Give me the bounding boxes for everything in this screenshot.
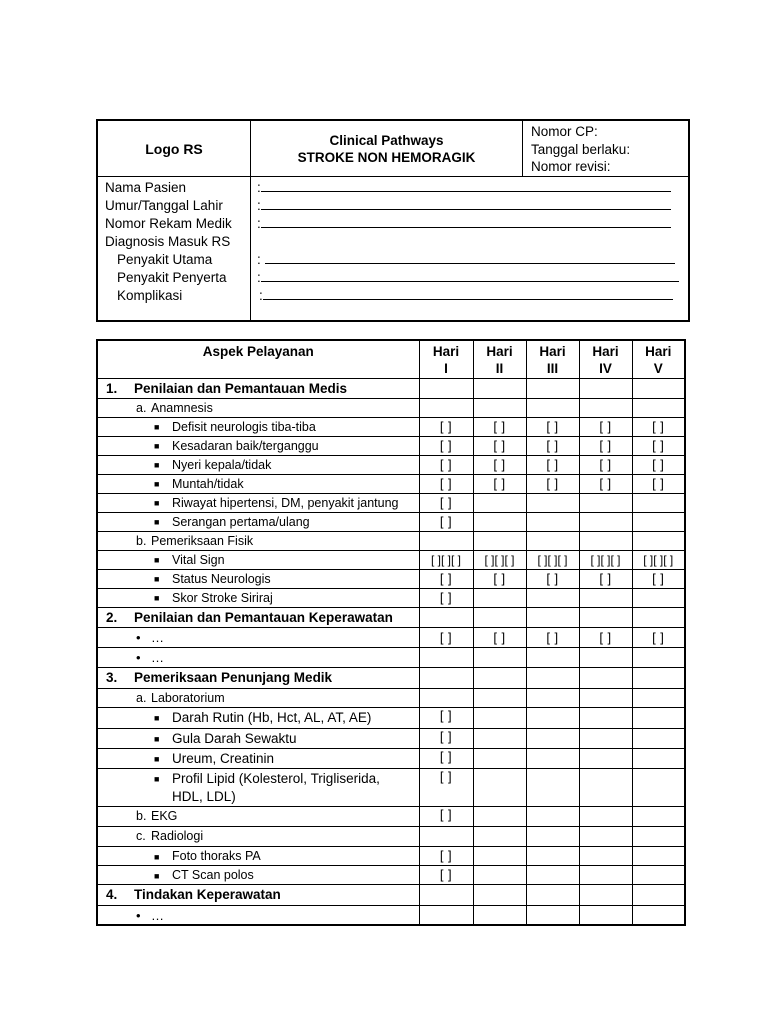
col-aspek-pelayanan: Aspek Pelayanan [97, 340, 419, 378]
checkbox[interactable]: [ ] [526, 417, 579, 436]
label-penyakit-penyerta: Penyakit Penyerta [117, 270, 227, 285]
checkbox[interactable]: [ ] [419, 512, 473, 531]
checkbox[interactable]: [ ] [473, 417, 526, 436]
checkbox[interactable]: [ ] [579, 569, 632, 588]
item-label: ■ Kesadaran baik/terganggu [97, 436, 419, 455]
item-label: ■ Muntah/tidak [97, 474, 419, 493]
logo-placeholder: Logo RS [98, 121, 251, 177]
section-3a-label: a. Laboratorium [97, 688, 419, 707]
table-row [97, 846, 685, 865]
checkbox[interactable]: [ ] [632, 569, 685, 588]
item-label: ■ Darah Rutin (Hb, Hct, AL, AT, AE) [97, 707, 419, 728]
field-rekam-medik[interactable]: : [257, 215, 671, 233]
item-label: • … [97, 627, 419, 647]
table-row [97, 588, 685, 607]
label-penyakit-utama: Penyakit Utama [117, 252, 213, 267]
meta-tanggal-berlaku: Tanggal berlaku: [531, 141, 631, 157]
col-hari-1: Hari I [419, 340, 473, 378]
subsection-row [97, 806, 685, 826]
item-label: ■ Vital Sign [97, 550, 419, 569]
col-hari-4: Hari IV [579, 340, 632, 378]
meta-nomor-revisi: Nomor revisi: [531, 159, 611, 174]
item-label: ■ Status Neurologis [97, 569, 419, 588]
checkbox[interactable]: [ ] [419, 588, 473, 607]
checkbox[interactable]: [ ] [419, 627, 473, 647]
section-row [97, 378, 685, 398]
patient-values [251, 177, 688, 320]
table-row [97, 905, 685, 925]
checkbox[interactable]: [ ] [473, 569, 526, 588]
checkbox[interactable]: [ ] [473, 627, 526, 647]
table-row [97, 728, 685, 748]
document-meta [522, 121, 688, 177]
patient-labels [98, 177, 251, 320]
checkbox[interactable]: [ ] [419, 768, 473, 806]
table-row [97, 569, 685, 588]
checkbox[interactable]: [ ] [419, 748, 473, 768]
subsection-row [97, 398, 685, 417]
table-row [97, 455, 685, 474]
item-label: ■ CT Scan polos [97, 865, 419, 884]
section-4-label: 4. Tindakan Keperawatan [97, 884, 419, 905]
section-3b-label: b. EKG [97, 806, 419, 826]
checkbox[interactable]: [ ] [419, 728, 473, 748]
table-row [97, 436, 685, 455]
checkbox[interactable]: [ ] [419, 865, 473, 884]
item-label: ■ Serangan pertama/ulang [97, 512, 419, 531]
field-penyakit-penyerta[interactable]: : [257, 269, 679, 287]
subsection-row [97, 531, 685, 550]
checkbox[interactable]: [ ] [632, 417, 685, 436]
checkbox[interactable]: [ ] [419, 455, 473, 474]
checkbox[interactable]: [ ] [579, 627, 632, 647]
table-row [97, 550, 685, 569]
table-row [97, 512, 685, 531]
checkbox[interactable]: [ ] [632, 627, 685, 647]
checkbox[interactable]: [ ] [419, 436, 473, 455]
checkbox[interactable]: [ ] [419, 846, 473, 865]
checkbox[interactable]: [ ] [419, 417, 473, 436]
item-label: • … [97, 905, 419, 925]
table-row [97, 647, 685, 667]
pathway-table [96, 339, 686, 926]
section-1-label: 1. Penilaian dan Pemantauan Medis [97, 378, 419, 398]
checkbox[interactable]: [ ] [473, 436, 526, 455]
label-diagnosis: Diagnosis Masuk RS [105, 234, 231, 249]
checkbox[interactable]: [ ] [526, 569, 579, 588]
field-umur[interactable]: : [257, 197, 671, 215]
checkbox[interactable]: [ ] [526, 455, 579, 474]
label-komplikasi: Komplikasi [117, 288, 183, 303]
section-row [97, 884, 685, 905]
col-hari-5: Hari V [632, 340, 685, 378]
document-title [251, 121, 522, 177]
checkbox[interactable]: [ ] [632, 474, 685, 493]
title-line-1: Clinical Pathways [329, 132, 444, 148]
item-label: ■ Riwayat hipertensi, DM, penyakit jantung [97, 493, 419, 512]
checkbox[interactable]: [ ] [632, 455, 685, 474]
label-nama: Nama Pasien [105, 180, 187, 195]
checkbox[interactable]: [ ] [526, 474, 579, 493]
table-row [97, 417, 685, 436]
title-line-2: STROKE NON HEMORAGIK [297, 149, 476, 165]
checkbox[interactable]: [ ] [632, 436, 685, 455]
item-label: ■ Nyeri kepala/tidak [97, 455, 419, 474]
checkbox-triple[interactable]: [ ][ ][ ] [526, 550, 579, 569]
checkbox[interactable]: [ ] [419, 474, 473, 493]
label-umur: Umur/Tanggal Lahir [105, 198, 223, 213]
item-label: ■ Ureum, Creatinin [97, 748, 419, 768]
section-3c-label: c. Radiologi [97, 826, 419, 846]
checkbox[interactable]: [ ] [579, 455, 632, 474]
item-label: ■ Gula Darah Sewaktu [97, 728, 419, 748]
checkbox[interactable]: [ ] [526, 627, 579, 647]
checkbox[interactable]: [ ] [419, 707, 473, 728]
table-row [97, 707, 685, 728]
checkbox-triple[interactable]: [ ][ ][ ] [473, 550, 526, 569]
section-3-label: 3. Pemeriksaan Penunjang Medik [97, 667, 419, 688]
checkbox[interactable]: [ ] [419, 569, 473, 588]
checkbox[interactable]: [ ] [579, 474, 632, 493]
section-1a-label: a. Anamnesis [97, 398, 419, 417]
section-2-label: 2. Penilaian dan Pemantauan Keperawatan [97, 607, 419, 627]
table-row [97, 493, 685, 512]
item-label: ■ Foto thoraks PA [97, 846, 419, 865]
checkbox-triple[interactable]: [ ][ ][ ] [419, 550, 473, 569]
table-row [97, 627, 685, 647]
section-row [97, 607, 685, 627]
checkbox[interactable]: [ ] [473, 474, 526, 493]
checkbox[interactable]: [ ] [419, 493, 473, 512]
checkbox-triple[interactable]: [ ][ ][ ] [632, 550, 685, 569]
table-row [97, 768, 685, 806]
checkbox[interactable]: [ ] [579, 417, 632, 436]
section-row [97, 667, 685, 688]
header-block [96, 119, 690, 322]
col-hari-3: Hari III [526, 340, 579, 378]
item-label: • … [97, 647, 419, 667]
checkbox[interactable]: [ ] [526, 436, 579, 455]
checkbox-triple[interactable]: [ ][ ][ ] [579, 550, 632, 569]
table-header-row [97, 340, 685, 378]
field-komplikasi[interactable]: : [259, 287, 673, 305]
checkbox[interactable]: [ ] [579, 436, 632, 455]
subsection-row [97, 688, 685, 707]
item-label: ■ Skor Stroke Siriraj [97, 588, 419, 607]
table-row [97, 474, 685, 493]
subsection-row [97, 826, 685, 846]
item-label: ■ Defisit neurologis tiba-tiba [97, 417, 419, 436]
section-1b-label: b. Pemeriksaan Fisik [97, 531, 419, 550]
field-penyakit-utama[interactable]: : [257, 251, 675, 269]
label-rekam-medik: Nomor Rekam Medik [105, 216, 232, 231]
col-hari-2: Hari II [473, 340, 526, 378]
table-row [97, 748, 685, 768]
item-label: ■ Profil Lipid (Kolesterol, Trigliserida, HDL, LDL) [97, 768, 419, 806]
checkbox[interactable]: [ ] [419, 806, 473, 826]
checkbox[interactable]: [ ] [473, 455, 526, 474]
meta-nomor-cp: Nomor CP: [531, 124, 598, 139]
table-row [97, 865, 685, 884]
field-nama[interactable]: : [257, 179, 671, 197]
